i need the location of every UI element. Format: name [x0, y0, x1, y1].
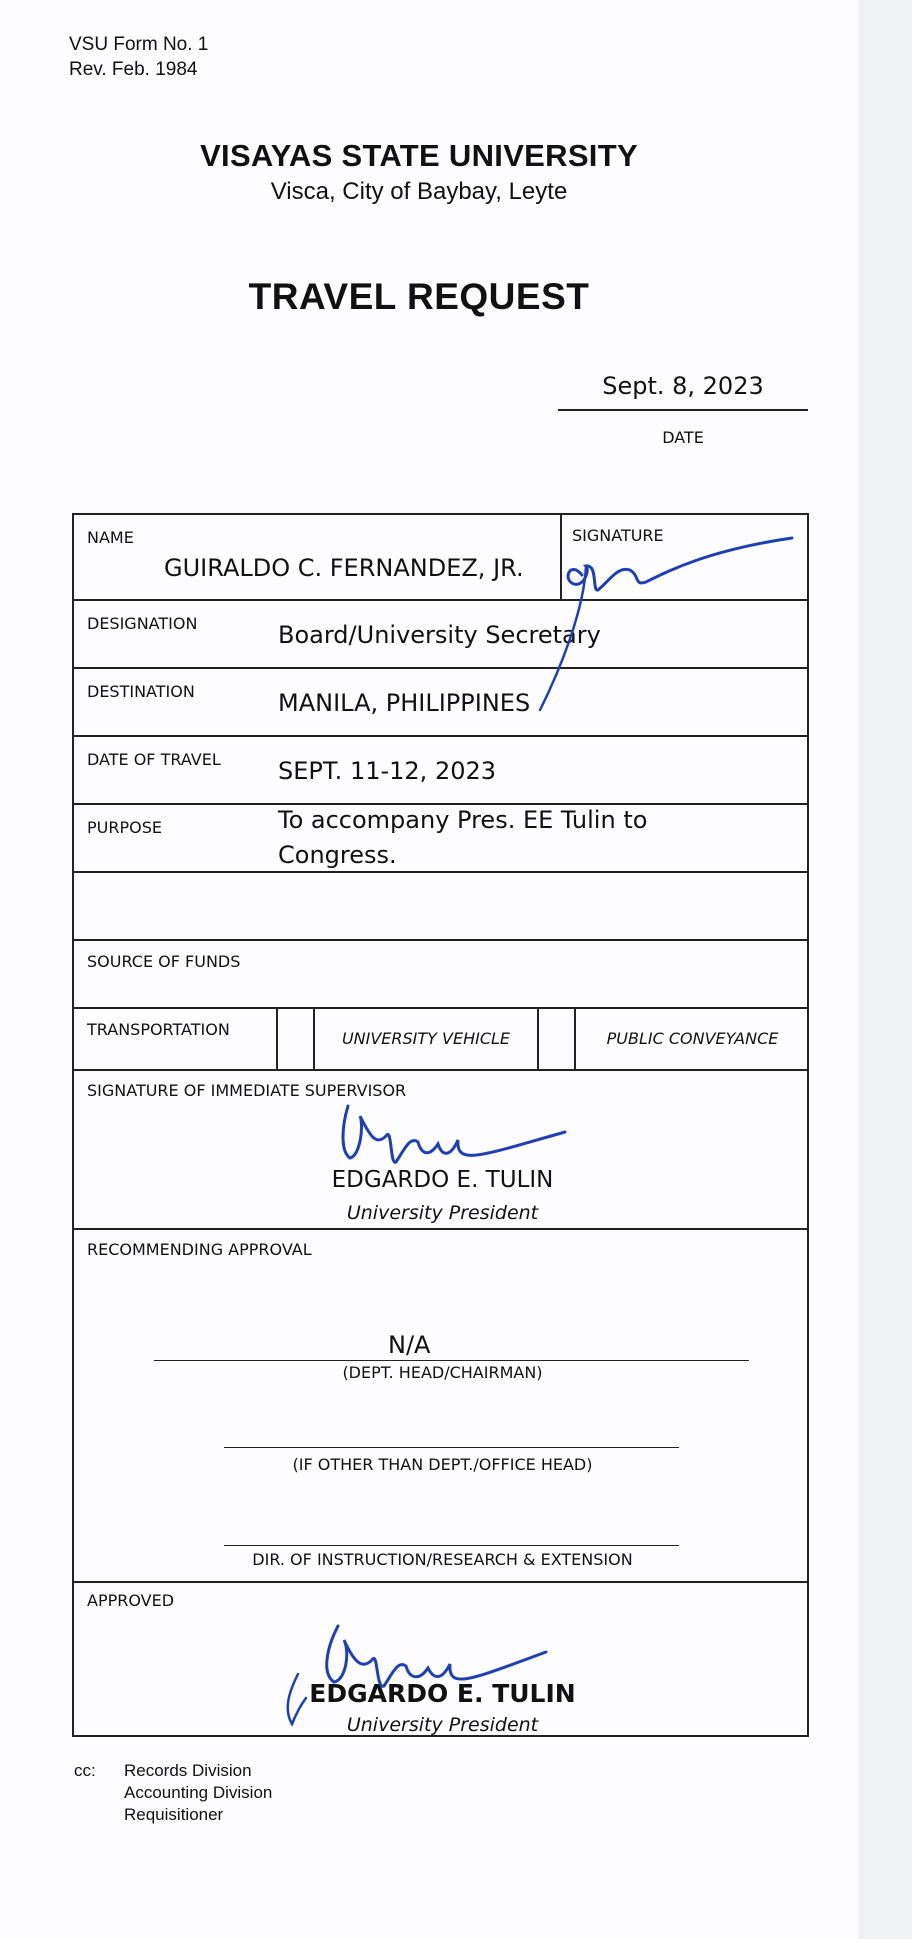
designation-value: Board/University Secretary: [278, 621, 601, 649]
destination-value: MANILA, PHILIPPINES: [278, 689, 531, 717]
row-divider: [74, 871, 807, 873]
dept-head-signature-line: [154, 1360, 749, 1361]
name-label: NAME: [87, 528, 134, 547]
dept-head-value: N/A: [388, 1331, 431, 1359]
transport-divider: [276, 1007, 278, 1069]
cc-recipient: Requisitioner: [124, 1805, 224, 1824]
university-address: Visca, City of Baybay, Leyte: [270, 178, 568, 205]
date-underline: [558, 409, 808, 411]
supervisor-label: SIGNATURE OF IMMEDIATE SUPERVISOR: [87, 1081, 407, 1100]
row-divider: [74, 1007, 807, 1009]
form-revision: Rev. Feb. 1984: [69, 59, 198, 80]
destination-label: DESTINATION: [87, 682, 195, 701]
director-signature-line: [224, 1545, 679, 1546]
date-value: Sept. 8, 2023: [602, 372, 764, 400]
transport-option-public-conveyance: PUBLIC CONVEYANCE: [606, 1029, 779, 1048]
row-divider: [74, 939, 807, 941]
university-name: VISAYAS STATE UNIVERSITY: [200, 138, 638, 173]
designation-label: DESIGNATION: [87, 614, 198, 633]
cc-recipient: Accounting Division: [124, 1783, 273, 1802]
approver-title: University President: [346, 1714, 539, 1736]
director-caption: DIR. OF INSTRUCTION/RESEARCH & EXTENSION: [252, 1550, 633, 1569]
transport-divider: [537, 1007, 539, 1069]
purpose-line-2: Congress.: [278, 841, 397, 869]
form-number: VSU Form No. 1: [69, 34, 209, 55]
row-divider: [74, 1228, 807, 1230]
transportation-label: TRANSPORTATION: [87, 1020, 230, 1039]
date-of-travel-value: SEPT. 11-12, 2023: [278, 757, 497, 785]
row-divider: [74, 1069, 807, 1071]
supervisor-title: University President: [346, 1202, 539, 1224]
approver-signature: [270, 1614, 560, 1734]
approver-name: EDGARDO E. TULIN: [309, 1679, 576, 1708]
date-label: DATE: [662, 428, 704, 447]
purpose-line-1: To accompany Pres. EE Tulin to: [278, 806, 648, 834]
page-title: TRAVEL REQUEST: [248, 276, 590, 317]
requester-signature: [540, 520, 810, 720]
cc-recipient-list: [124, 1760, 272, 1826]
signature-label: SIGNATURE: [572, 526, 664, 545]
dept-head-caption: (DEPT. HEAD/CHAIRMAN): [342, 1363, 543, 1382]
approved-label: APPROVED: [87, 1591, 175, 1610]
source-of-funds-label: SOURCE OF FUNDS: [87, 952, 241, 971]
row-divider: [74, 803, 807, 805]
name-value: GUIRALDO C. FERNANDEZ, JR.: [164, 554, 524, 582]
other-head-caption: (IF OTHER THAN DEPT./OFFICE HEAD): [292, 1455, 593, 1474]
transport-option-university-vehicle: UNIVERSITY VEHICLE: [341, 1029, 511, 1048]
cc-recipient: Records Division: [124, 1761, 252, 1780]
scan-edge: [858, 0, 912, 1939]
form-number-block: [69, 32, 208, 82]
recommending-approval-label: RECOMMENDING APPROVAL: [87, 1240, 312, 1259]
cc-label: cc:: [74, 1761, 96, 1780]
other-signature-line: [224, 1447, 679, 1448]
date-of-travel-label: DATE OF TRAVEL: [87, 750, 221, 769]
supervisor-signature: [330, 1096, 580, 1196]
supervisor-name: EDGARDO E. TULIN: [331, 1167, 554, 1193]
row-divider: [74, 1581, 807, 1583]
purpose-label: PURPOSE: [87, 818, 162, 837]
row-divider: [74, 735, 807, 737]
